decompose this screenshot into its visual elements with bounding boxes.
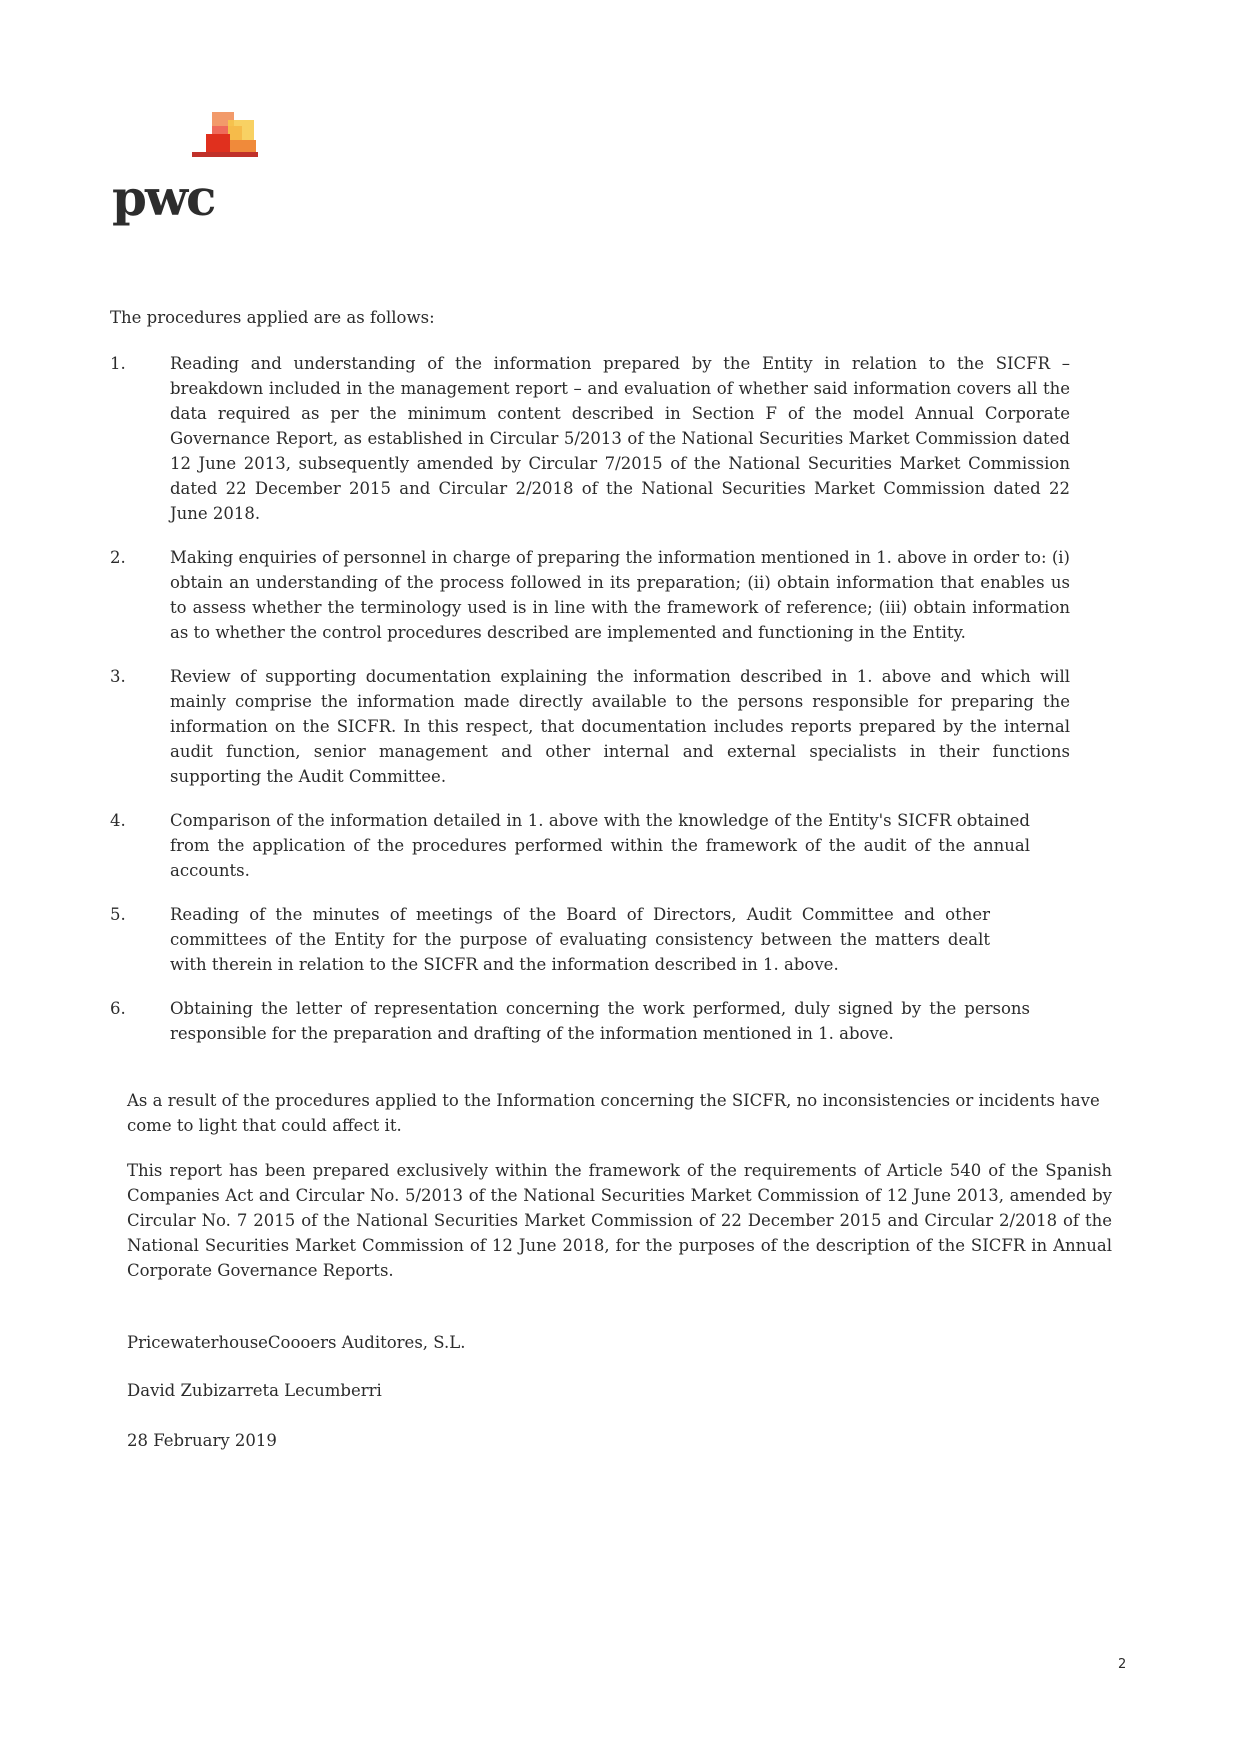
procedure-number: 2.	[110, 548, 126, 567]
pwc-logo-mark	[112, 112, 272, 174]
intro-text: The procedures applied are as follows:	[110, 308, 435, 327]
procedure-number: 1.	[110, 354, 126, 373]
report-date: 28 February 2019	[127, 1431, 277, 1450]
procedure-text: Reading of the minutes of meetings of the Board of Directors, Audit Committee and other committees of the Entity for the purpose of evaluating consistency between the matters dealt with therein in relation to the SICFR and the information described in 1. above.	[170, 905, 990, 974]
result-paragraph: As a result of the procedures applied to the Information concerning the SICFR, no inconsistencies or incidents have come to light that could affect it.	[127, 1091, 1100, 1135]
procedures-list	[110, 351, 1070, 1065]
procedure-number: 3.	[110, 667, 126, 686]
procedure-number: 4.	[110, 811, 126, 830]
procedure-item	[110, 996, 1070, 1046]
procedure-text: Review of supporting documentation explaining the information described in 1. above and which will mainly comprise the information made directly available to the persons responsible for preparing the information on the SICFR. In this respect, that documentation includes reports prepared by the internal audit function, senior management and other internal and external specialists in their functions supporting the Audit Committee.	[170, 667, 1070, 786]
pwc-logo	[112, 112, 272, 232]
procedure-item	[110, 351, 1070, 526]
procedure-number: 5.	[110, 905, 126, 924]
procedure-text: Reading and understanding of the information prepared by the Entity in relation to the SICFR – breakdown included in the management report – and evaluation of whether said information covers all the data required as per the minimum content described in Section F of the model Annual Corporate Governance Report, as established in Circular 5/2013 of the National Securities Market Commission dated 12 June 2013, subsequently amended by Circular 7/2015 of the National Securities Market Commission dated 22 December 2015 and Circular 2/2018 of the National Securities Market Commission dated 22 June 2018.	[170, 354, 1070, 523]
procedure-text: Making enquiries of personnel in charge of preparing the information mentioned in 1. above in order to: (i) obtain an understanding of the process followed in its preparation; (ii) obtain information that enables us to assess whether the terminology used is in line with the framework of reference; (iii) obtain information as to whether the control procedures described are implemented and functioning in the Entity.	[170, 548, 1070, 642]
procedure-item	[110, 664, 1070, 789]
procedure-item	[110, 808, 1070, 883]
scope-paragraph: This report has been prepared exclusively within the framework of the requirements of Article 540 of the Spanish Companies Act and Circular No. 5/2013 of the National Securities Market Commission of 12 June 2013, amended by Circular No. 7 2015 of the National Securities Market Commission of 22 December 2015 and Circular 2/2018 of the National Securities Market Commission of 12 June 2018, for the purposes of the description of the SICFR in Annual Corporate Governance Reports.	[127, 1161, 1112, 1280]
procedure-text: Comparison of the information detailed in 1. above with the knowledge of the Entity's SICFR obtained from the application of the procedures performed within the framework of the audit of the annual accounts.	[170, 811, 1030, 880]
procedure-text: Obtaining the letter of representation concerning the work performed, duly signed by the persons responsible for the preparation and drafting of the information mentioned in 1. above.	[170, 999, 1030, 1043]
page-number: 2	[1118, 1657, 1127, 1672]
procedure-item	[110, 902, 1070, 977]
signatory-name: David Zubizarreta Lecumberri	[127, 1381, 382, 1400]
firm-name: PricewaterhouseCoooers Auditores, S.L.	[127, 1333, 466, 1352]
procedure-number: 6.	[110, 999, 126, 1018]
procedure-item	[110, 545, 1070, 645]
pwc-logo-text: pwc	[112, 168, 215, 227]
